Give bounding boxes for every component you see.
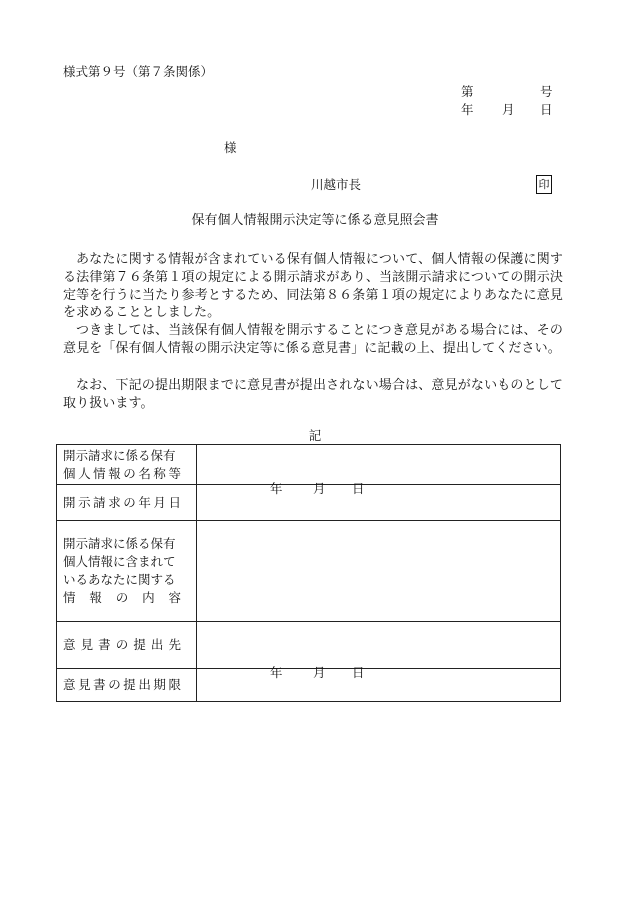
table-row [57, 622, 561, 669]
row-label-info-content [57, 521, 197, 622]
info-table [56, 444, 561, 702]
form-number: 様式第９号（第７条関係） [63, 64, 214, 79]
table-row [57, 669, 561, 702]
year-label: 年 [270, 481, 283, 496]
table-row [57, 521, 561, 622]
body-paragraph-3: なお、下記の提出期限までに意見書が提出されない場合は、意見がないものとして取り扱います。 [63, 378, 563, 411]
row-label-info-name [57, 445, 197, 485]
date-year-label: 年 [461, 102, 474, 117]
date-day-label: 日 [540, 102, 553, 117]
row-label-deadline: 意見書の提出期限 [57, 669, 197, 702]
label-line: いるあなたに関する [63, 572, 176, 587]
addressee-honorific: 様 [224, 140, 237, 155]
year-label: 年 [270, 665, 283, 680]
table-row [57, 485, 561, 521]
month-label: 月 [313, 481, 326, 496]
note-heading: 記 [308, 428, 322, 443]
seal-mark: 印 [536, 175, 552, 194]
label-line: 開示請求に係る保有 [63, 447, 176, 463]
row-label-request-date: 開示請求の年月日 [57, 485, 197, 521]
doc-number-prefix: 第 [461, 84, 474, 99]
document-title: 保有個人情報開示決定等に係る意見照会書 [191, 213, 439, 228]
table-row [57, 445, 561, 485]
sender-name: 川越市長 [311, 177, 362, 192]
body-paragraph-1: あなたに関する情報が含まれている保有個人情報について、個人情報の保護に関する法律第７６条第１項の規定による開示請求があり、当該開示請求についての開示決定等を行うに当たり参考とするため、同法第８６条第１項の規定によりあなたに意見を求めることとしました。 [63, 252, 563, 321]
day-label: 日 [352, 481, 365, 496]
day-label: 日 [352, 665, 365, 680]
field-info-name[interactable] [197, 445, 561, 485]
field-info-content[interactable] [197, 521, 561, 622]
label-line: 個人情報に含まれて [63, 554, 176, 569]
doc-number-suffix: 号 [540, 84, 553, 99]
label-line: 個人情報の名称等 [63, 465, 181, 481]
field-request-date[interactable] [197, 481, 561, 521]
field-deadline[interactable] [197, 665, 561, 702]
row-label-submit-to: 意見書の提出先 [57, 622, 197, 669]
label-line: 開示請求に係る保有 [63, 536, 176, 551]
month-label: 月 [313, 665, 326, 680]
date-month-label: 月 [502, 102, 515, 117]
field-submit-to[interactable] [197, 622, 561, 669]
body-paragraph-2: つきましては、当該保有個人情報を開示することにつき意見がある場合には、その意見を「保有個人情報の開示決定等に係る意見書」に記載の上、提出してください。 [63, 323, 563, 356]
label-line: 情報の内容 [63, 590, 181, 605]
